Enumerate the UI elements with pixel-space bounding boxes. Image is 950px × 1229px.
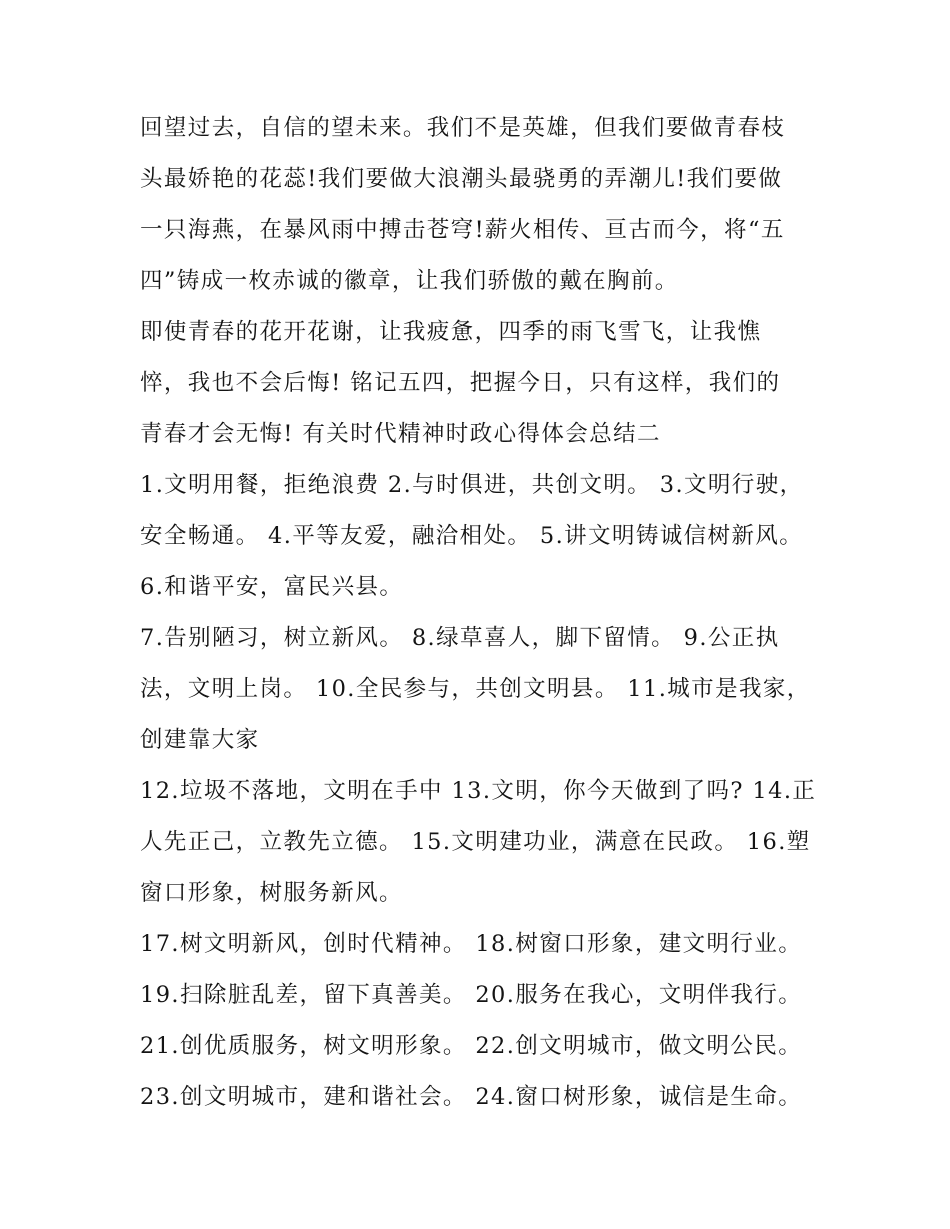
text-line: 法，文明上岗。 10.全民参与，共创文明县。 11.城市是我家， (140, 676, 811, 702)
text-line: 窗口形象，树服务新风。 (140, 880, 403, 906)
text-line: 四”铸成一枚赤诚的徽章，让我们骄傲的戴在胸前。 (140, 268, 679, 294)
text-line: 17.树文明新风，创时代精神。 18.树窗口形象，建文明行业。 (140, 931, 803, 957)
text-line: 7.告别陋习，树立新风。 8.绿草喜人，脚下留情。 9.公正执 (140, 625, 780, 651)
text-line: 21.创优质服务，树文明形象。 22.创文明城市，做文明公民。 (140, 1033, 803, 1059)
text-line: 人先正己，立教先立德。 15.文明建功业，满意在民政。 16.塑 (140, 829, 811, 855)
text-line: 回望过去，自信的望未来。我们不是英雄，但我们要做青春枝 (140, 115, 786, 141)
text-line: 即使青春的花开花谢，让我疲惫，四季的雨飞雪飞，让我憔 (140, 319, 762, 345)
text-line: 19.扫除脏乱差，留下真善美。 20.服务在我心，文明伴我行。 (140, 982, 803, 1008)
text-line: 23.创文明城市，建和谐社会。 24.窗口树形象，诚信是生命。 (140, 1084, 803, 1110)
text-line: 青春才会无悔! 有关时代精神时政心得体会总结二 (140, 421, 661, 447)
text-line: 悴，我也不会后悔! 铭记五四，把握今日，只有这样，我们的 (140, 370, 781, 396)
text-line: 安全畅通。 4.平等友爱，融洽相处。 5.讲文明铸诚信树新风。 (140, 523, 804, 549)
text-line: 12.垃圾不落地，文明在手中 13.文明，你今天做到了吗? 14.正 (140, 778, 817, 804)
text-line: 头最娇艳的花蕊!我们要做大浪潮头最骁勇的弄潮儿!我们要做 (140, 166, 783, 192)
text-line: 一只海燕，在暴风雨中搏击苍穹!薪火相传、亘古而今，将“五 (140, 217, 785, 243)
document-body (140, 103, 830, 1123)
text-line: 创建靠大家 (140, 727, 260, 753)
text-line: 1.文明用餐，拒绝浪费 2.与时俱进，共创文明。 3.文明行驶， (140, 472, 804, 498)
text-line: 6.和谐平安，富民兴县。 (140, 574, 404, 600)
